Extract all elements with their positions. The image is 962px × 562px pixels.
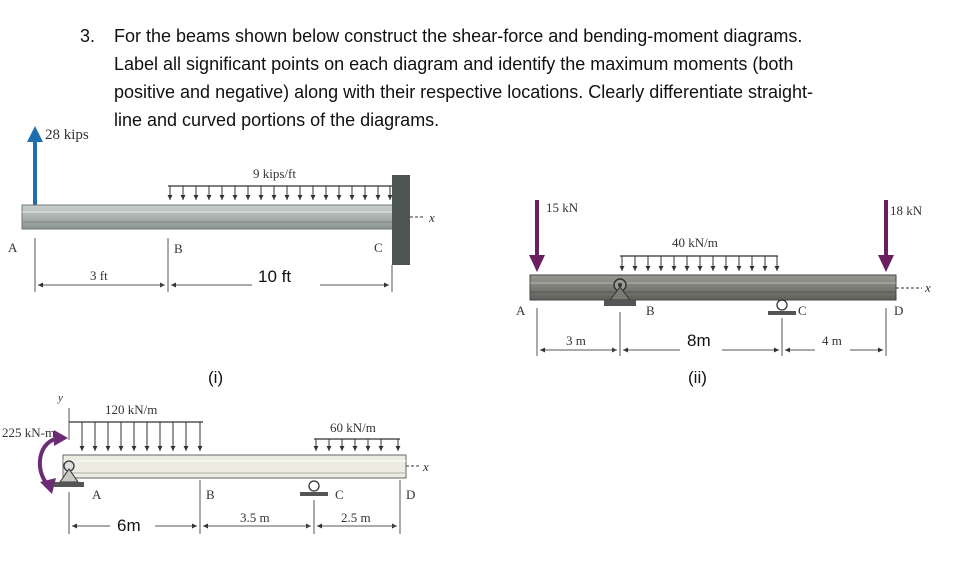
force-label-18kN: 18 kN: [890, 203, 923, 218]
dim-label-3ft: 3 ft: [90, 268, 108, 283]
force-label-28kips: 28 kips: [45, 127, 89, 143]
beam-2-body: [530, 275, 896, 300]
dim-label-10ft: 10 ft: [258, 267, 292, 286]
caption-i: (i): [208, 368, 224, 387]
dim-label-3m: 3 m: [566, 333, 586, 348]
fixed-wall: [392, 175, 410, 265]
dim-label-6m: 6m: [117, 516, 141, 535]
point-C-3: C: [335, 487, 344, 502]
dim-label-3.5m: 3.5 m: [240, 510, 270, 525]
dim-label-2.5m: 2.5 m: [341, 510, 371, 525]
point-A-1: A: [8, 240, 18, 255]
dist-load-arrows: [170, 186, 390, 200]
point-C-2: C: [798, 303, 807, 318]
dist-load-60-arrows: [316, 439, 398, 451]
problem-line-2: Label all significant points on each diagram and identify the maximum moments (both: [114, 54, 794, 74]
force-label-15kN: 15 kN: [546, 200, 579, 215]
force-arrowhead: [27, 126, 43, 142]
beam-1-body: [22, 205, 396, 229]
dist-load-label-9kips: 9 kips/ft: [253, 166, 296, 181]
point-C-1: C: [374, 240, 383, 255]
roller-support-C: [768, 300, 796, 315]
dist-load-label-60: 60 kN/m: [330, 420, 376, 435]
point-A-2: A: [516, 303, 526, 318]
dist-load-label-120: 120 kN/m: [105, 402, 158, 417]
problem-line-4: line and curved portions of the diagrams.: [114, 110, 440, 130]
caption-ii: (ii): [688, 368, 707, 387]
dist-load-label-40: 40 kN/m: [672, 235, 718, 250]
dist-load-120-arrows: [82, 422, 200, 451]
point-B-2: B: [646, 303, 655, 318]
point-B-3: B: [206, 487, 215, 502]
axis-x-label-2: x: [925, 280, 931, 295]
moment-arc-225: [40, 438, 60, 485]
moment-label-225: 225 kN-m: [2, 425, 56, 440]
beam-2: [529, 200, 922, 356]
problem-line-1: For the beams shown below construct the shear-force and bending-moment diagrams.: [114, 26, 803, 46]
roller-support-C3: [300, 481, 328, 496]
problem-line-3: positive and negative) along with their respective locations. Clearly differentiate straight-: [114, 82, 814, 102]
axis-x-label-1: x: [429, 210, 435, 225]
axis-x-label-3: x: [423, 459, 429, 474]
problem-number: 3.: [80, 26, 96, 46]
point-D-3: D: [406, 487, 416, 502]
point-D-2: D: [894, 303, 904, 318]
axis-y-label-3: y: [58, 392, 63, 404]
dist-load-40-arrows: [622, 256, 777, 271]
dim-label-8m: 8m: [687, 331, 711, 350]
point-B-1: B: [174, 241, 183, 256]
dim-label-4m: 4 m: [822, 333, 842, 348]
beam-1: [22, 126, 425, 292]
point-A-3: A: [92, 487, 102, 502]
beam-3-body: [63, 455, 406, 478]
